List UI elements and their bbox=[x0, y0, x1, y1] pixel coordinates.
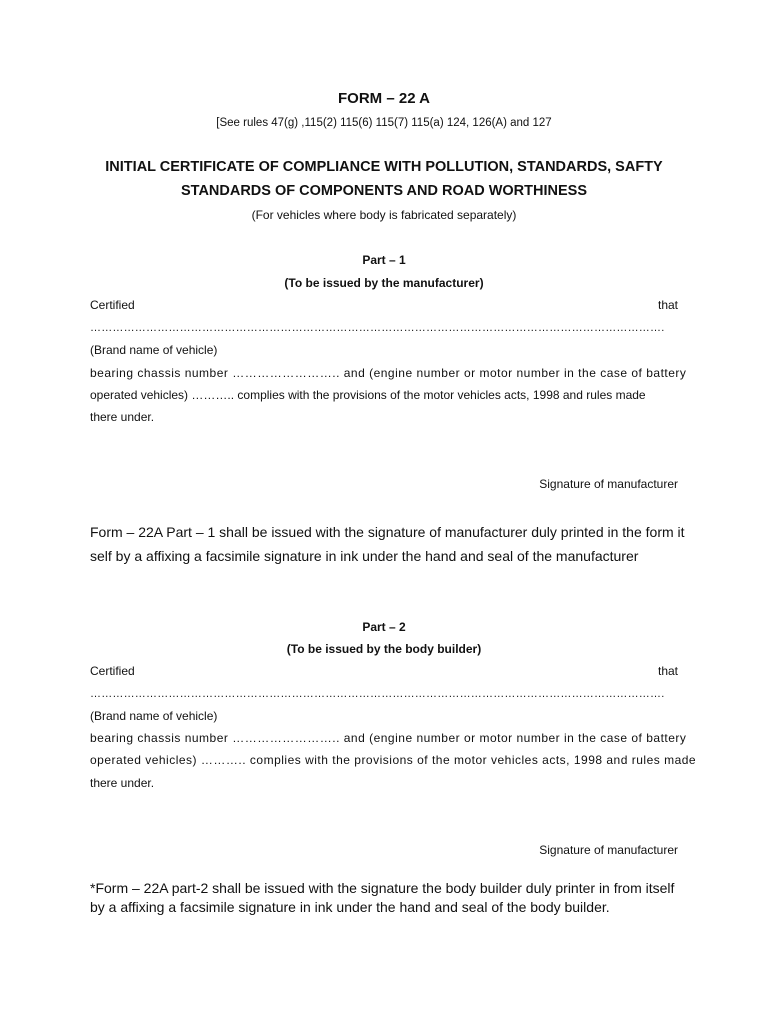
part2-brand-name: (Brand name of vehicle) bbox=[90, 709, 218, 723]
part2-issued-by: (To be issued by the body builder) bbox=[286, 642, 482, 656]
subtitle: (For vehicles where body is fabricated separately) bbox=[251, 208, 517, 222]
rules-reference: [See rules 47(g) ,115(2) 115(6) 115(7) 115(a) 124, 126(A) and 127 bbox=[216, 117, 552, 129]
part1-brand-name: (Brand name of vehicle) bbox=[90, 343, 218, 357]
part1-signature: Signature of manufacturer bbox=[539, 477, 678, 491]
part2-body-line-3: there under. bbox=[90, 776, 155, 790]
part2-signature: Signature of manufacturer bbox=[539, 843, 678, 857]
part2-dotted-line: ………………………………………………………………………………………………………………………………………. bbox=[90, 688, 665, 700]
form-title: FORM – 22 A bbox=[338, 90, 430, 107]
part1-certified: Certified bbox=[90, 298, 135, 312]
part1-body-line-1: bearing chassis number …………………….. and (engine number or motor number in the case of battery bbox=[90, 366, 687, 380]
part2-title: Part – 2 bbox=[362, 620, 406, 634]
part2-body-line-2: operated vehicles) ……….. complies with the provisions of the motor vehicles acts, 1998 and rules made bbox=[90, 753, 697, 767]
part2-note-line-2: by a affixing a facsimile signature in ink under the hand and seal of the body builder. bbox=[90, 899, 610, 915]
main-title-line-1: INITIAL CERTIFICATE OF COMPLIANCE WITH POLLUTION, STANDARDS, SAFTY bbox=[105, 159, 663, 175]
part1-dotted-line: ………………………………………………………………………………………………………………………………………. bbox=[90, 322, 665, 334]
part1-note-line-2: self by a affixing a facsimile signature in ink under the hand and seal of the manufacturer bbox=[90, 548, 639, 564]
main-title-line-2: STANDARDS OF COMPONENTS AND ROAD WORTHINESS bbox=[181, 183, 587, 199]
part1-that: that bbox=[657, 298, 678, 312]
part1-note-line-1: Form – 22A Part – 1 shall be issued with the signature of manufacturer duly printed in the form it bbox=[90, 524, 685, 540]
part1-body-line-2: operated vehicles) ……….. complies with the provisions of the motor vehicles acts, 1998 and rules made bbox=[90, 388, 646, 402]
part2-that: that bbox=[657, 664, 678, 678]
part2-note-line-1: *Form – 22A part-2 shall be issued with the signature the body builder duly printer in from itself bbox=[90, 880, 675, 896]
part1-issued-by: (To be issued by the manufacturer) bbox=[284, 276, 484, 290]
part2-certified: Certified bbox=[90, 664, 135, 678]
part1-title: Part – 1 bbox=[362, 253, 406, 267]
part2-body-line-1: bearing chassis number …………………….. and (engine number or motor number in the case of battery bbox=[90, 731, 687, 745]
part1-body-line-3: there under. bbox=[90, 410, 155, 424]
